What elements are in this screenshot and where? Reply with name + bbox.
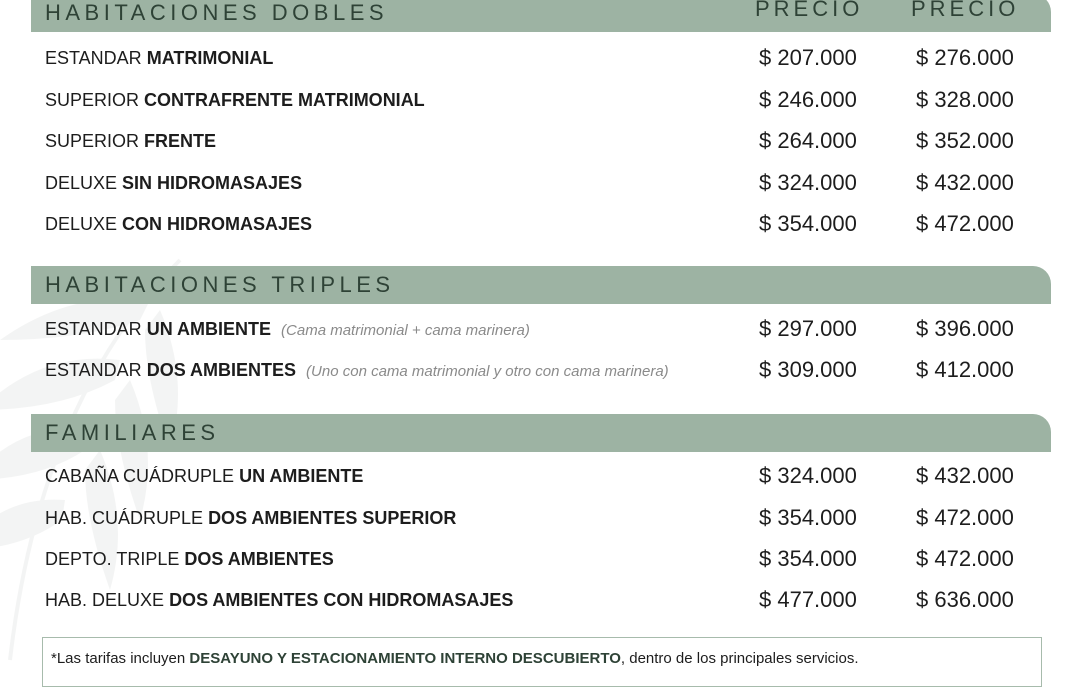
table-row: [45, 544, 1080, 574]
table-row: [45, 355, 1080, 385]
table-row: [45, 585, 1080, 615]
price-cell: $ 354.000: [759, 546, 857, 571]
room-name: ESTANDAR MATRIMONIAL: [45, 48, 274, 68]
price-cell: $ 324.000: [759, 170, 857, 195]
room-name: ESTANDAR DOS AMBIENTES (Uno con cama matrimonial y otro con cama marinera): [45, 360, 669, 380]
room-name: HAB. DELUXE DOS AMBIENTES CON HIDROMASAJES: [45, 590, 514, 610]
price-cell: $ 472.000: [916, 505, 1014, 530]
price-cell: $ 354.000: [759, 505, 857, 530]
price-cell: $ 309.000: [759, 357, 857, 382]
section-header-familiares: [31, 414, 1051, 452]
footnote-box: [42, 637, 1042, 687]
price-cell: $ 207.000: [759, 45, 857, 70]
room-name: ESTANDAR UN AMBIENTE (Cama matrimonial + cama marinera): [45, 319, 530, 339]
room-name: DEPTO. TRIPLE DOS AMBIENTES: [45, 549, 334, 569]
table-row: [45, 314, 1080, 344]
section-header-dobles: [31, 0, 1051, 32]
table-row: [45, 461, 1080, 491]
room-name: DELUXE SIN HIDROMASAJES: [45, 173, 303, 193]
room-name: HAB. CUÁDRUPLE DOS AMBIENTES SUPERIOR: [45, 508, 457, 528]
table-row: [45, 503, 1080, 533]
table-row: [45, 43, 1080, 73]
room-name: SUPERIOR CONTRAFRENTE MATRIMONIAL: [45, 90, 425, 110]
price-cell: $ 328.000: [916, 87, 1014, 112]
room-name: CABAÑA CUÁDRUPLE UN AMBIENTE: [45, 466, 364, 486]
price-cell: $ 396.000: [916, 316, 1014, 341]
price-cell: $ 352.000: [916, 128, 1014, 153]
price-cell: $ 472.000: [916, 211, 1014, 236]
footnote-text: *Las tarifas incluyen DESAYUNO Y ESTACIONAMIENTO INTERNO DESCUBIERTO, dentro de los principales servicios.: [51, 650, 859, 667]
price-cell: $ 636.000: [916, 587, 1014, 612]
table-row: [45, 126, 1080, 156]
table-row: [45, 168, 1080, 198]
price-column-header: PRECIO: [911, 0, 1020, 21]
room-name: SUPERIOR FRENTE: [45, 131, 217, 151]
price-cell: $ 432.000: [916, 463, 1014, 488]
price-column-header: PRECIO: [755, 0, 864, 21]
price-cell: $ 276.000: [916, 45, 1014, 70]
table-row: [45, 85, 1080, 115]
price-cell: $ 432.000: [916, 170, 1014, 195]
room-note: (Uno con cama matrimonial y otro con cama marinera): [306, 363, 669, 380]
section-title: HABITACIONES TRIPLES: [45, 272, 395, 297]
price-cell: $ 324.000: [759, 463, 857, 488]
price-cell: $ 264.000: [759, 128, 857, 153]
price-cell: $ 246.000: [759, 87, 857, 112]
section-title: FAMILIARES: [45, 420, 220, 445]
section-title: HABITACIONES DOBLES: [45, 0, 389, 25]
price-cell: $ 412.000: [916, 357, 1014, 382]
room-note: (Cama matrimonial + cama marinera): [281, 322, 530, 339]
table-row: [45, 209, 1080, 239]
room-name: DELUXE CON HIDROMASAJES: [45, 214, 313, 234]
price-cell: $ 354.000: [759, 211, 857, 236]
price-cell: $ 297.000: [759, 316, 857, 341]
price-cell: $ 477.000: [759, 587, 857, 612]
section-header-triples: [31, 266, 1051, 304]
price-cell: $ 472.000: [916, 546, 1014, 571]
